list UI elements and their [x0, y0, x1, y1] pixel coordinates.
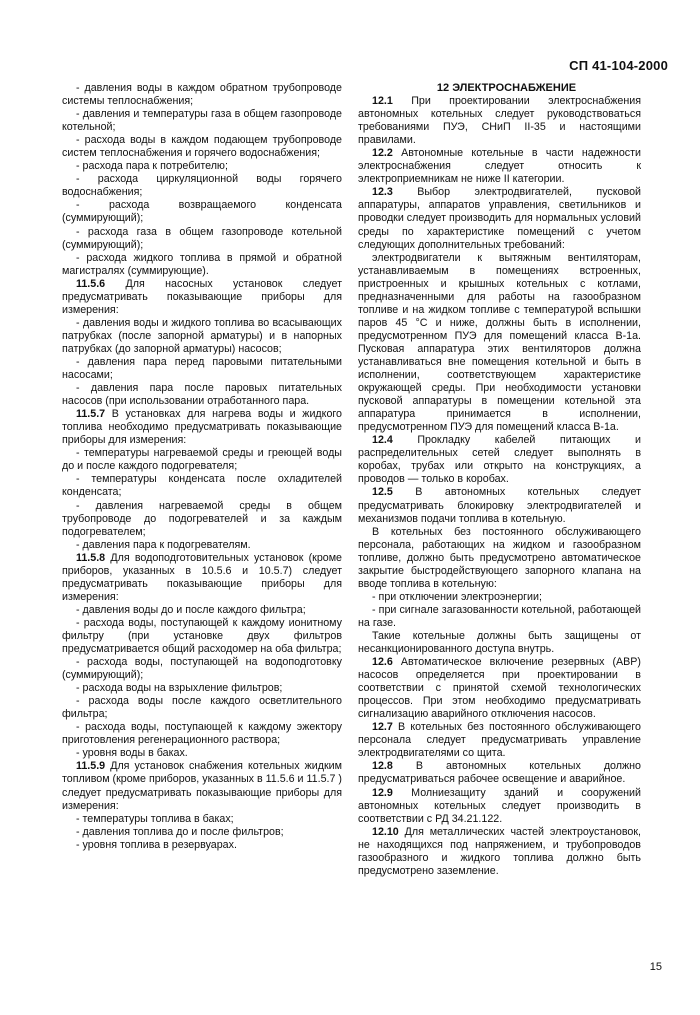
paragraph-text: - при сигнале загазованности котельной, работающей на газе.: [358, 603, 641, 629]
paragraph: [62, 656, 342, 682]
clause-number: 12.3: [372, 186, 393, 199]
paragraph-text: - расхода воды после каждого осветлительного фильтра;: [62, 695, 342, 721]
paragraph: [358, 760, 641, 786]
clause-number: 12.8: [372, 760, 393, 773]
paragraph-text: - расхода воды на взрыхление фильтров;: [76, 682, 283, 695]
paragraph: [358, 826, 641, 878]
paragraph-text: - давления нагреваемой среды в общем трубопроводе до подогревателей и за каждым подогревателем;: [62, 499, 342, 538]
paragraph: [62, 747, 342, 760]
paragraph-text: - температуры топлива в баках;: [76, 812, 234, 825]
paragraph: [62, 604, 342, 617]
paragraph-text: - расхода пара к потребителю;: [76, 160, 228, 173]
left-column: [62, 82, 342, 852]
paragraph-text: - расхода газа в общем газопроводе котельной (суммирующий);: [62, 225, 342, 251]
paragraph-text: - давления воды до и после каждого фильтра;: [76, 603, 306, 616]
paragraph: [358, 721, 641, 760]
paragraph-text: - расхода жидкого топлива в прямой и обратной магистралях (суммирующие).: [62, 251, 342, 277]
clause-number: 11.5.9: [76, 760, 106, 773]
paragraph-text: Для насосных установок следует предусматривать показывающие приборы для измерения:: [62, 277, 342, 316]
paragraph: [62, 82, 342, 108]
paragraph: [62, 252, 342, 278]
paragraph: [62, 408, 342, 447]
paragraph: [358, 434, 641, 486]
clause-number: 12.9: [372, 786, 393, 799]
page-number: 15: [649, 961, 662, 973]
paragraph: [358, 604, 641, 630]
paragraph-text: - уровня воды в баках.: [76, 747, 188, 760]
clause-number: 11.5.6: [76, 277, 106, 290]
paragraph: [62, 108, 342, 134]
paragraph-text: - расхода циркуляционной воды горячего водоснабжения;: [62, 173, 342, 199]
paragraph: [62, 173, 342, 199]
paragraph: [358, 787, 641, 826]
paragraph: [62, 447, 342, 473]
paragraph: [358, 186, 641, 251]
paragraph-text: Такие котельные должны быть защищены от несанкционированного доступа внутрь.: [358, 629, 641, 656]
paragraph-text: - при отключении электроэнергии;: [372, 590, 542, 603]
paragraph-text: Прокладку кабелей питающих и распределительных сетей следует выполнять в коробах, трубах или открыто на конструкциях, а проводов — только в коробах.: [358, 434, 641, 486]
paragraph-text: Автономные котельные в части надежности электроснабжения следует относить к электроприемникам не ниже II категории.: [358, 147, 641, 186]
paragraph: [62, 617, 342, 656]
paragraph: [62, 682, 342, 695]
paragraph: [62, 695, 342, 721]
paragraph-text: В автономных котельных следует предусматривать блокировку электродвигателей и механизмов подачи топлива в котельную.: [358, 486, 641, 525]
clause-number: 12.5: [372, 486, 393, 499]
paragraph-text: В установках для нагрева воды и жидкого топлива необходимо предусматривать показывающие приборы для измерения:: [62, 408, 342, 447]
paragraph-text: В автономных котельных должно предусматриваться рабочее освещение и аварийное.: [358, 760, 641, 786]
paragraph: [62, 317, 342, 356]
clause-number: 12.4: [372, 434, 393, 447]
paragraph: [62, 278, 342, 317]
paragraph-text: Молниезащиту зданий и сооружений автономных котельных следует производить в соответствии с РД 34.21.122.: [358, 786, 641, 825]
paragraph-text: - давления пара к подогревателям.: [76, 538, 251, 551]
paragraph-text: электродвигатели к вытяжным вентиляторам, устанавливаемым в помещениях встроенных, пристроенных и крышных котельных с котлами, предназначенными для работы на газообразном топливе и на жидком топливе с температурой вспышки паров 45 °С и ниже, должны быть в исполнении, предусмотренном ПУЭ для помещений класса В-1а. Пусковая аппаратура этих вентиляторов должна устанавливаться вне помещения котельной и быть в исполнении, соответствующем характеристике окружающей среды. При необходимости установки пусковой аппаратуры в помещении котельной эта аппаратура принимается в исполнении, предусмотренном ПУЭ для помещений класса В-1а.: [358, 251, 641, 434]
paragraph: [62, 760, 342, 812]
paragraph-text: При проектировании электроснабжения автономных котельных следует руководствоваться требованиями ПУЭ, СНиП II-35 и настоящими правилами.: [358, 95, 641, 147]
paragraph: [358, 591, 641, 604]
paragraph: [62, 226, 342, 252]
section-title: 12 ЭЛЕКТРОСНАБЖЕНИЕ: [436, 82, 577, 94]
paragraph-text: Выбор электродвигателей, пусковой аппаратуры, аппаратов управления, светильников и проводки следует производить для нормальных условий среды по характеристике помещений с учетом следующих дополнительных требований:: [358, 186, 641, 251]
clause-number: 12.2: [372, 147, 393, 160]
paragraph-text: - давления и температуры газа в общем газопроводе котельной;: [62, 108, 342, 134]
paragraph-text: Для установок снабжения котельных жидким топливом (кроме приборов, указанных в 11.5.6 и 11.5.7 ) следует предусматривать показывающие приборы для измерения:: [62, 760, 342, 812]
paragraph: [358, 630, 641, 656]
paragraph-text: Для металлических частей электроустановок, не находящихся под напряжением, и трубопроводов газообразного и жидкого топлива должно быть предусмотрено заземление.: [358, 825, 641, 877]
paragraph-text: - температуры конденсата после охладителей конденсата;: [62, 473, 342, 499]
paragraph: [62, 826, 342, 839]
right-column: [358, 82, 641, 878]
paragraph: [62, 473, 342, 499]
paragraph: [62, 552, 342, 604]
paragraph-text: В котельных без постоянного обслуживающего персонала следует предусматривать управление электродвигателями со щита.: [358, 721, 641, 760]
paragraph: [62, 500, 342, 539]
clause-number: 12.10: [372, 825, 399, 838]
clause-number: 12.6: [372, 656, 393, 669]
paragraph: [62, 134, 342, 160]
paragraph-text: - давления пара после паровых питательных насосов (при использовании отработанного пара.: [62, 382, 342, 408]
paragraph-text: - давления топлива до и после фильтров;: [76, 825, 284, 838]
paragraph: [62, 382, 342, 408]
document-code: СП 41-104-2000: [569, 58, 668, 73]
clause-number: 12.7: [372, 721, 393, 734]
paragraph-text: - давления воды и жидкого топлива во всасывающих патрубках (после запорной арматуры) и в напорных патрубках (до запорной арматуры) насосов;: [62, 316, 342, 355]
clause-number: 12.1: [372, 95, 393, 108]
paragraph: [62, 539, 342, 552]
paragraph-text: В котельных без постоянного обслуживающего персонала, работающих на жидком и газообразном топливе, должно быть предусмотрено автоматическое закрытие быстродействующего запорного клапана на вводе топлива в котельную:: [358, 525, 641, 590]
paragraph-text: Для водоподготовительных установок (кроме приборов, указанных в 10.5.6 и 10.5.7) следует предусматривать показывающие приборы для измерения:: [62, 551, 342, 603]
paragraph: [62, 721, 342, 747]
paragraph-text: - расхода воды, поступающей к каждому эжектору приготовления регенерационного раствора;: [62, 721, 342, 747]
paragraph-text: - температуры нагреваемой среды и греющей воды до и после каждого подогревателя;: [62, 447, 342, 473]
paragraph: [62, 839, 342, 852]
paragraph-text: - давления пара перед паровыми питательными насосами;: [62, 355, 342, 382]
paragraph-text: - уровня топлива в резервуарах.: [76, 838, 237, 851]
paragraph: [62, 356, 342, 382]
paragraph-text: - расхода возвращаемого конденсата (суммирующий);: [62, 199, 342, 225]
clause-number: 11.5.7: [76, 408, 106, 421]
paragraph: [358, 656, 641, 721]
right-column-body: [358, 95, 641, 878]
paragraph: [358, 486, 641, 525]
paragraph-text: Автоматическое включение резервных (АВР) насосов определяется при проектировании в соответствии с принятой схемой технологических процессов. При этом необходимо предусматривать сигнализацию аварийного отключения насосов.: [358, 656, 641, 721]
paragraph-text: - расхода воды в каждом подающем трубопроводе систем теплоснабжения и горячего водоснабжения;: [62, 134, 342, 160]
paragraph: [62, 813, 342, 826]
paragraph: [62, 199, 342, 225]
paragraph-text: - давления воды в каждом обратном трубопроводе системы теплоснабжения;: [62, 82, 342, 108]
paragraph: [358, 252, 641, 435]
paragraph: [62, 160, 342, 173]
paragraph-text: - расхода воды, поступающей к каждому ионитному фильтру (при установке двух фильтров предусматривается общий расходомер на оба фильтра;: [62, 616, 342, 656]
clause-number: 11.5.8: [76, 551, 106, 564]
paragraph: [358, 95, 641, 147]
paragraph-text: - расхода воды, поступающей на водоподготовку (суммирующий);: [62, 656, 342, 682]
paragraph: [358, 147, 641, 186]
paragraph: [358, 526, 641, 591]
